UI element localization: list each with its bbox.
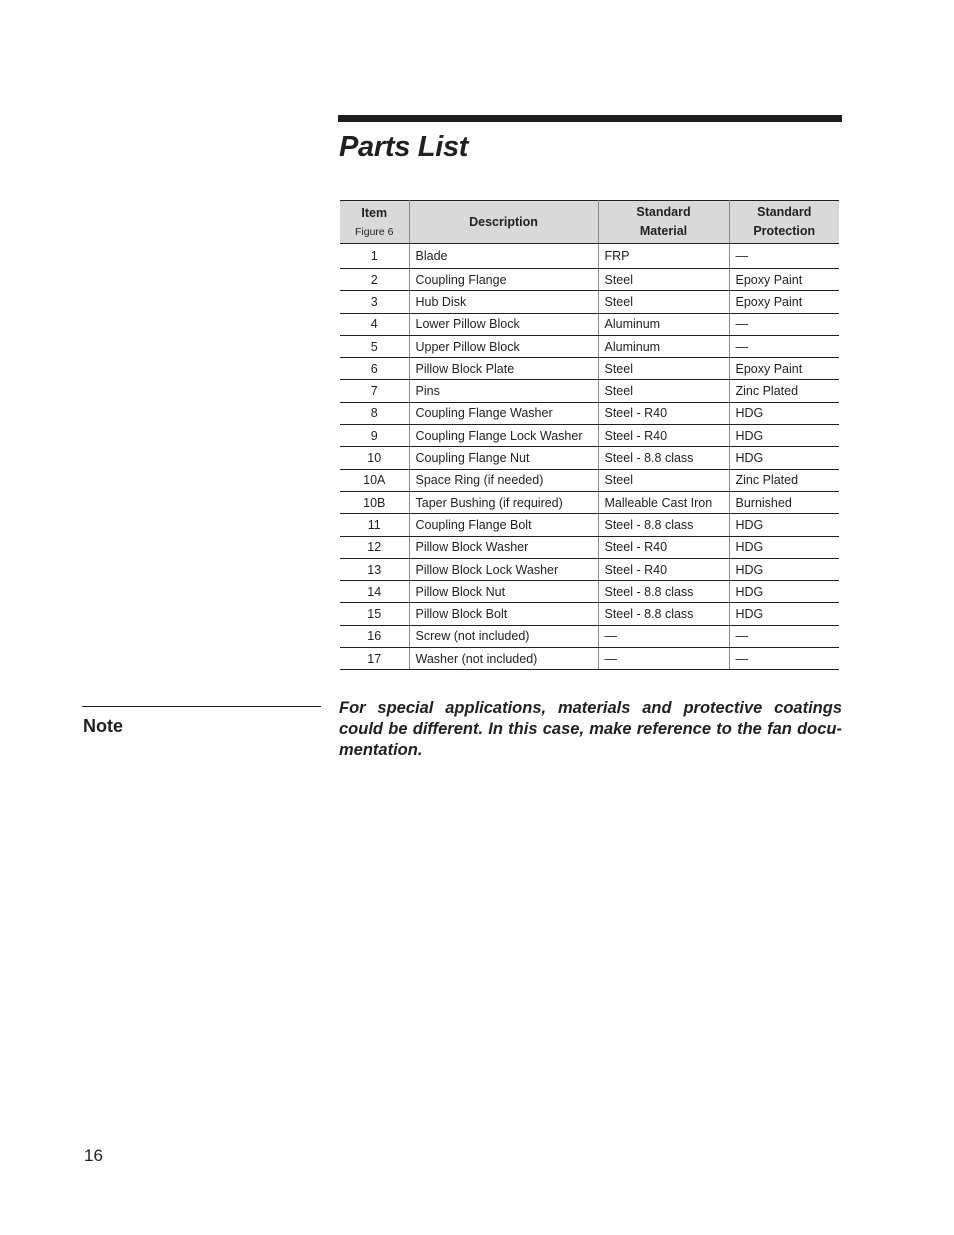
header-protection bbox=[729, 201, 839, 244]
cell-protection: — bbox=[729, 244, 839, 269]
cell-material: Steel - R40 bbox=[598, 536, 729, 558]
table-row bbox=[340, 335, 839, 357]
cell-description: Space Ring (if needed) bbox=[409, 469, 598, 491]
table-row bbox=[340, 648, 839, 670]
cell-protection: HDG bbox=[729, 581, 839, 603]
note-rule bbox=[82, 706, 321, 707]
cell-description: Coupling Flange Bolt bbox=[409, 514, 598, 536]
cell-protection: — bbox=[729, 625, 839, 647]
cell-material: Steel bbox=[598, 380, 729, 402]
cell-item: 15 bbox=[340, 603, 409, 625]
table-row bbox=[340, 358, 839, 380]
cell-item: 11 bbox=[340, 514, 409, 536]
cell-material: Steel bbox=[598, 358, 729, 380]
cell-material: Steel - 8.8 class bbox=[598, 447, 729, 469]
header-description: Description bbox=[409, 201, 598, 244]
header-protection-line2: Protection bbox=[753, 224, 816, 238]
title-rule bbox=[338, 115, 842, 122]
cell-protection: — bbox=[729, 313, 839, 335]
cell-protection: Burnished bbox=[729, 491, 839, 513]
note-label: Note bbox=[83, 716, 123, 736]
cell-protection: Epoxy Paint bbox=[729, 358, 839, 380]
cell-material: — bbox=[598, 648, 729, 670]
cell-protection: Zinc Plated bbox=[729, 380, 839, 402]
cell-item: 2 bbox=[340, 269, 409, 291]
cell-item: 12 bbox=[340, 536, 409, 558]
table-row bbox=[340, 603, 839, 625]
cell-description: Washer (not included) bbox=[409, 648, 598, 670]
note-text: For special applications, materials and protective coatings could be different. In this case, make reference to the fan docu-mentation. bbox=[339, 699, 842, 759]
cell-description: Pillow Block Plate bbox=[409, 358, 598, 380]
cell-protection: HDG bbox=[729, 402, 839, 424]
table-row bbox=[340, 269, 839, 291]
cell-material: Steel bbox=[598, 269, 729, 291]
cell-item: 4 bbox=[340, 313, 409, 335]
cell-material: Aluminum bbox=[598, 313, 729, 335]
cell-description: Pillow Block Bolt bbox=[409, 603, 598, 625]
table-row bbox=[340, 581, 839, 603]
cell-item: 8 bbox=[340, 402, 409, 424]
cell-protection: — bbox=[729, 648, 839, 670]
table-row bbox=[340, 402, 839, 424]
table-row bbox=[340, 447, 839, 469]
cell-material: Steel - 8.8 class bbox=[598, 603, 729, 625]
cell-item: 10 bbox=[340, 447, 409, 469]
cell-protection: Epoxy Paint bbox=[729, 269, 839, 291]
cell-protection: HDG bbox=[729, 558, 839, 580]
cell-material: Aluminum bbox=[598, 335, 729, 357]
cell-description: Upper Pillow Block bbox=[409, 335, 598, 357]
cell-protection: HDG bbox=[729, 514, 839, 536]
header-protection-line1: Standard bbox=[757, 205, 812, 219]
header-material bbox=[598, 201, 729, 244]
cell-description: Coupling Flange Washer bbox=[409, 402, 598, 424]
cell-item: 10B bbox=[340, 491, 409, 513]
cell-item: 7 bbox=[340, 380, 409, 402]
cell-item: 6 bbox=[340, 358, 409, 380]
cell-protection: — bbox=[729, 335, 839, 357]
cell-protection: HDG bbox=[729, 536, 839, 558]
table-row bbox=[340, 625, 839, 647]
header-item-figure-ref: Figure 6 bbox=[354, 225, 394, 238]
cell-material: Malleable Cast Iron bbox=[598, 491, 729, 513]
table-row bbox=[340, 491, 839, 513]
parts-table bbox=[340, 200, 839, 670]
cell-material: Steel - 8.8 class bbox=[598, 514, 729, 536]
cell-material: Steel - 8.8 class bbox=[598, 581, 729, 603]
table-row bbox=[340, 244, 839, 269]
cell-description: Hub Disk bbox=[409, 291, 598, 313]
cell-description: Pillow Block Washer bbox=[409, 536, 598, 558]
page-number: 16 bbox=[84, 1146, 103, 1165]
header-material-line1: Standard bbox=[636, 205, 691, 219]
cell-item: 14 bbox=[340, 581, 409, 603]
cell-item: 17 bbox=[340, 648, 409, 670]
cell-description: Blade bbox=[409, 244, 598, 269]
cell-protection: HDG bbox=[729, 447, 839, 469]
header-item-label: Item bbox=[361, 205, 388, 220]
cell-item: 16 bbox=[340, 625, 409, 647]
cell-item: 13 bbox=[340, 558, 409, 580]
header-item bbox=[340, 201, 409, 244]
cell-protection: Epoxy Paint bbox=[729, 291, 839, 313]
cell-description: Coupling Flange Lock Washer bbox=[409, 425, 598, 447]
cell-description: Coupling Flange bbox=[409, 269, 598, 291]
table-row bbox=[340, 536, 839, 558]
cell-material: Steel bbox=[598, 469, 729, 491]
table-row bbox=[340, 514, 839, 536]
cell-description: Screw (not included) bbox=[409, 625, 598, 647]
table-row bbox=[340, 558, 839, 580]
table-row bbox=[340, 469, 839, 491]
cell-protection: HDG bbox=[729, 425, 839, 447]
header-material-line2: Material bbox=[639, 224, 688, 238]
cell-description: Pillow Block Nut bbox=[409, 581, 598, 603]
page-title: Parts List bbox=[339, 131, 469, 163]
table-header-row bbox=[340, 201, 839, 244]
table-row bbox=[340, 380, 839, 402]
cell-description: Lower Pillow Block bbox=[409, 313, 598, 335]
table-row bbox=[340, 291, 839, 313]
cell-protection: HDG bbox=[729, 603, 839, 625]
cell-material: — bbox=[598, 625, 729, 647]
cell-description: Coupling Flange Nut bbox=[409, 447, 598, 469]
table-row bbox=[340, 425, 839, 447]
cell-item: 10A bbox=[340, 469, 409, 491]
cell-material: FRP bbox=[598, 244, 729, 269]
cell-protection: Zinc Plated bbox=[729, 469, 839, 491]
cell-item: 1 bbox=[340, 244, 409, 269]
cell-material: Steel bbox=[598, 291, 729, 313]
cell-material: Steel - R40 bbox=[598, 425, 729, 447]
table-row bbox=[340, 313, 839, 335]
cell-description: Taper Bushing (if required) bbox=[409, 491, 598, 513]
parts-table-body bbox=[340, 244, 839, 670]
cell-description: Pillow Block Lock Washer bbox=[409, 558, 598, 580]
cell-material: Steel - R40 bbox=[598, 402, 729, 424]
cell-item: 9 bbox=[340, 425, 409, 447]
cell-item: 5 bbox=[340, 335, 409, 357]
cell-item: 3 bbox=[340, 291, 409, 313]
cell-material: Steel - R40 bbox=[598, 558, 729, 580]
cell-description: Pins bbox=[409, 380, 598, 402]
